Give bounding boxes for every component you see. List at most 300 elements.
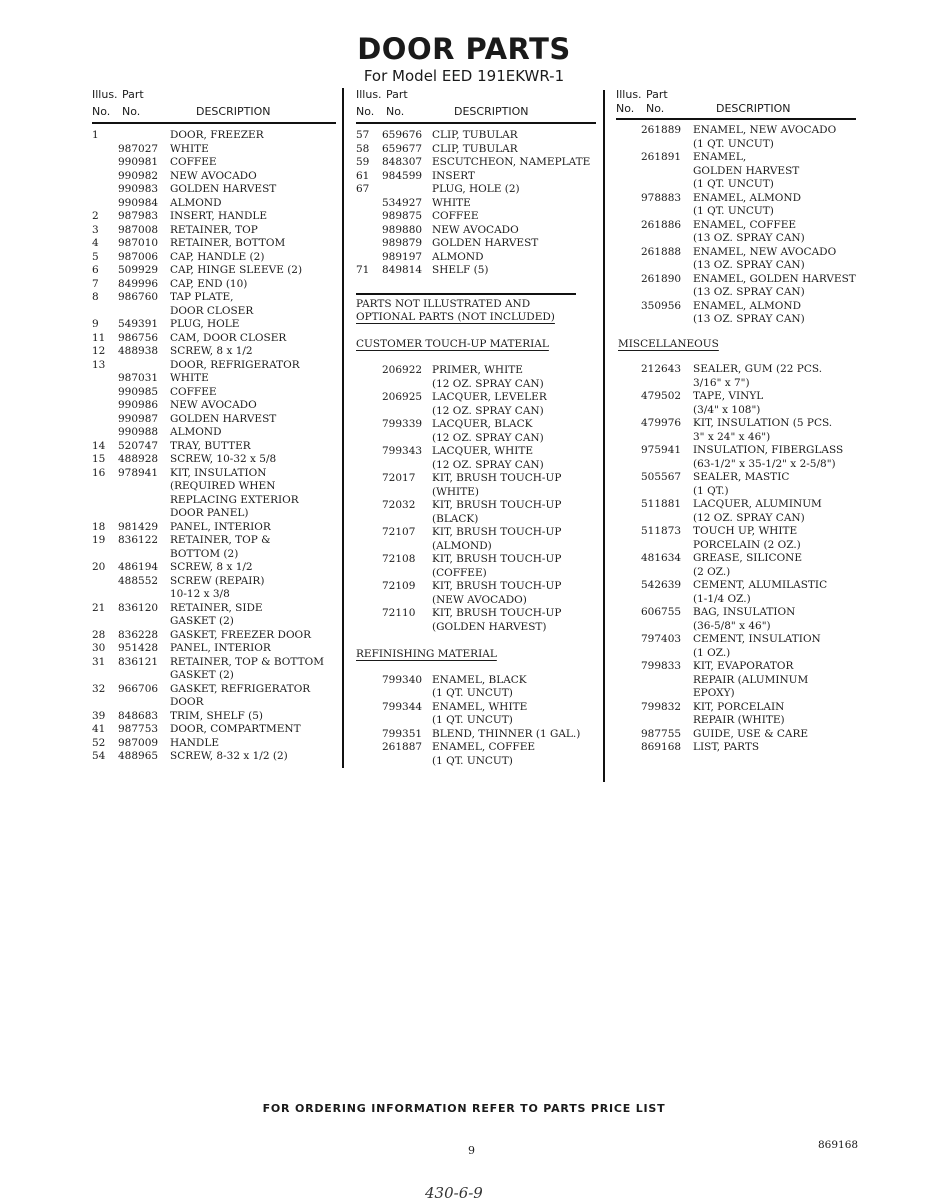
part-description: (13 OZ. SPRAY CAN): [693, 259, 805, 271]
part-description: PANEL, INTERIOR: [170, 642, 271, 654]
illus-number: 39: [92, 709, 106, 722]
illus-number: 30: [92, 642, 106, 654]
part-number: 836120: [118, 601, 159, 614]
part-description: CAP, HANDLE (2): [170, 250, 265, 263]
part-description: (13 OZ. SPRAY CAN): [693, 313, 805, 325]
part-number: 989880: [382, 223, 423, 236]
illus-number: 5: [92, 250, 99, 263]
part-description: (12 OZ. SPRAY CAN): [432, 404, 544, 417]
part-row: [616, 444, 856, 458]
part-number: 990987: [118, 412, 159, 425]
part-number: 799339: [382, 418, 423, 430]
part-description: (12 OZ. SPRAY CAN): [432, 431, 544, 444]
header-part-no: No.: [386, 105, 405, 118]
part-row: [92, 750, 336, 764]
part-row: [92, 359, 336, 373]
part-number: 542639: [641, 579, 682, 591]
part-row: [92, 629, 336, 643]
part-description: 10-12 x 3/8: [170, 588, 230, 600]
part-description: (12 OZ. SPRAY CAN): [432, 458, 544, 471]
part-description: (1 QT. UNCUT): [432, 714, 513, 726]
part-row: [356, 728, 596, 742]
part-row: [356, 391, 596, 405]
part-row: [92, 156, 336, 170]
part-row: [92, 170, 336, 184]
part-description: ENAMEL, WHITE: [432, 700, 528, 713]
part-description: GUIDE, USE & CARE: [693, 727, 809, 740]
part-row: [356, 251, 596, 265]
part-number: 72109: [382, 580, 416, 592]
part-number: 848307: [382, 156, 423, 168]
part-row: [92, 413, 336, 427]
part-description: DOOR: [170, 696, 204, 708]
part-row-continued: [356, 594, 596, 608]
part-number: 990983: [118, 183, 159, 195]
header-description: DESCRIPTION: [454, 105, 529, 118]
part-row-continued: [616, 593, 856, 607]
part-row-continued: [92, 480, 336, 494]
part-row: [356, 580, 596, 594]
part-description: KIT, BRUSH TOUCH-UP: [432, 526, 562, 538]
part-row: [92, 372, 336, 386]
part-description: DOOR, FREEZER: [170, 129, 264, 141]
part-row-continued: [356, 714, 596, 728]
part-row: [356, 237, 596, 251]
part-row-continued: [356, 621, 596, 635]
part-description: DOOR, COMPARTMENT: [170, 723, 301, 735]
part-row-continued: [616, 539, 856, 553]
column-divider: [342, 88, 344, 768]
illus-number: 13: [92, 358, 106, 371]
illus-number: 71: [356, 264, 370, 276]
part-row-continued: [92, 696, 336, 710]
part-number: 989879: [382, 237, 423, 249]
part-description: (1 QT. UNCUT): [432, 687, 513, 699]
part-description: CAP, END (10): [170, 277, 248, 290]
part-row-continued: [356, 513, 596, 527]
part-row: [356, 210, 596, 224]
part-description: PLUG, HOLE (2): [432, 183, 520, 195]
part-description: SCREW, 8-32 x 1/2 (2): [170, 750, 288, 762]
part-row: [92, 440, 336, 454]
part-description: ENAMEL, COFFEE: [432, 741, 536, 753]
part-description: GREASE, SILICONE: [693, 552, 803, 564]
part-row: [92, 710, 336, 724]
part-description: (1 QT.): [693, 484, 729, 497]
part-description: GOLDEN HARVEST: [170, 183, 277, 195]
column-header: [356, 88, 596, 124]
part-number: 799832: [641, 700, 682, 713]
part-description: LACQUER, BLACK: [432, 418, 533, 430]
part-description: SHELF (5): [432, 264, 489, 276]
part-number: 990985: [118, 385, 159, 398]
refinishing-heading: REFINISHING MATERIAL: [356, 648, 497, 660]
part-row-continued: [616, 138, 856, 152]
part-row: [356, 170, 596, 184]
illus-number: 57: [356, 129, 370, 141]
page-title: DOOR PARTS: [357, 32, 571, 66]
part-row: [616, 192, 856, 206]
part-number: 966706: [118, 682, 159, 695]
part-description: KIT, BRUSH TOUCH-UP: [432, 580, 562, 592]
header-illus: Illus.: [92, 88, 118, 101]
part-row: [356, 418, 596, 432]
part-row-continued: [356, 405, 596, 419]
part-number: 987008: [118, 223, 159, 236]
header-illus: Illus.: [356, 88, 382, 101]
part-description: SCREW, 8 x 1/2: [170, 345, 253, 357]
part-row: [92, 602, 336, 616]
part-row-continued: [92, 507, 336, 521]
part-description: ALMOND: [170, 196, 222, 209]
part-row-continued: [356, 567, 596, 581]
page-number: 9: [468, 1144, 475, 1157]
part-row: [356, 499, 596, 513]
part-number: 72108: [382, 553, 416, 565]
part-number: 987755: [641, 727, 682, 740]
part-number: 486194: [118, 561, 159, 573]
part-row: [92, 197, 336, 211]
part-row: [92, 291, 336, 305]
part-number: 481634: [641, 552, 682, 564]
part-row-continued: [616, 512, 856, 526]
part-row: [92, 210, 336, 224]
part-number: 488938: [118, 345, 159, 357]
misc-heading: MISCELLANEOUS: [618, 337, 719, 350]
part-number: 990986: [118, 399, 159, 411]
part-number: 987010: [118, 237, 159, 249]
part-row: [616, 151, 856, 165]
part-number: 849996: [118, 277, 159, 290]
part-description: (COFFEE): [432, 566, 487, 579]
part-row-continued: [616, 458, 856, 472]
column-header: [616, 88, 856, 120]
part-description: (1 QT. UNCUT): [432, 754, 513, 767]
part-description: CEMENT, INSULATION: [693, 633, 821, 645]
model-subtitle: For Model EED 191EKWR-1: [363, 67, 565, 85]
part-number: 520747: [118, 439, 159, 452]
illus-number: 58: [356, 142, 370, 155]
part-description: COFFEE: [170, 385, 217, 398]
column-header: [92, 88, 336, 124]
part-number: 72107: [382, 526, 416, 538]
part-row-continued: [92, 305, 336, 319]
part-description: SCREW (REPAIR): [170, 574, 265, 587]
part-description: (13 OZ. SPRAY CAN): [693, 232, 805, 244]
part-row-continued: [616, 714, 856, 728]
part-number: 987027: [118, 142, 159, 155]
illus-number: 61: [356, 169, 370, 182]
part-description: PANEL, INTERIOR: [170, 520, 271, 533]
part-number: 989875: [382, 210, 423, 222]
part-description: GOLDEN HARVEST: [432, 237, 539, 249]
part-row: [616, 525, 856, 539]
part-number: 534927: [382, 196, 423, 209]
part-description: PRIMER, WHITE: [432, 364, 523, 376]
part-description: RETAINER, TOP: [170, 223, 258, 236]
part-description: GOLDEN HARVEST: [693, 164, 800, 177]
part-number: 848683: [118, 709, 159, 722]
part-row: [92, 642, 336, 656]
part-row: [92, 318, 336, 332]
part-row: [92, 224, 336, 238]
part-row: [356, 264, 596, 278]
part-number: 511881: [641, 498, 682, 510]
part-description: KIT, BRUSH TOUCH-UP: [432, 472, 562, 484]
header-part-no: No.: [646, 102, 665, 115]
part-number: 606755: [641, 606, 682, 618]
part-number: 479976: [641, 417, 682, 429]
part-description: NEW AVOCADO: [170, 169, 257, 182]
part-row-continued: [92, 548, 336, 562]
part-description: 3" x 24" x 46"): [693, 430, 771, 443]
header-description: DESCRIPTION: [716, 102, 791, 115]
column-divider: [603, 90, 605, 782]
part-row: [356, 224, 596, 238]
part-description: GASKET (2): [170, 669, 234, 681]
heading-line: OPTIONAL PARTS (NOT INCLUDED): [356, 311, 555, 323]
illus-number: 28: [92, 628, 106, 641]
part-row: [616, 701, 856, 715]
part-row: [356, 129, 596, 143]
part-description: ENAMEL, GOLDEN HARVEST: [693, 272, 856, 285]
part-description: KIT, PORCELAIN: [693, 700, 785, 713]
part-number: 978883: [641, 191, 682, 204]
part-row: [616, 471, 856, 485]
illus-number: 4: [92, 237, 99, 249]
part-number: 212643: [641, 363, 682, 375]
part-number: 869168: [641, 741, 682, 753]
part-description: KIT, BRUSH TOUCH-UP: [432, 607, 562, 619]
part-row-continued: [616, 647, 856, 661]
illus-number: 3: [92, 223, 99, 236]
part-row: [356, 156, 596, 170]
header-illus-no: No.: [356, 105, 375, 118]
part-description: INSULATION, FIBERGLASS: [693, 444, 844, 456]
part-number: 987006: [118, 250, 159, 263]
part-description: BOTTOM (2): [170, 547, 239, 560]
part-row: [92, 143, 336, 157]
header-illus: Illus.: [616, 88, 642, 101]
part-row: [616, 741, 856, 755]
part-number: 488965: [118, 750, 159, 762]
illus-number: 7: [92, 277, 99, 290]
illus-number: 6: [92, 264, 99, 276]
illus-number: 32: [92, 682, 106, 695]
part-number: 350956: [641, 299, 682, 312]
part-row-continued: [356, 687, 596, 701]
part-description: DOOR CLOSER: [170, 304, 254, 317]
part-number: 261890: [641, 272, 682, 285]
part-row: [92, 129, 336, 143]
part-number: 951428: [118, 642, 159, 654]
part-description: SCREW, 8 x 1/2: [170, 561, 253, 573]
part-row: [92, 723, 336, 737]
part-description: DOOR PANEL): [170, 507, 249, 519]
part-row-continued: [92, 588, 336, 602]
part-number: 479502: [641, 390, 682, 402]
part-description: KIT, INSULATION (5 PCS.: [693, 417, 833, 429]
part-description: DOOR, REFRIGERATOR: [170, 358, 300, 371]
illus-number: 54: [92, 750, 106, 762]
part-row: [92, 264, 336, 278]
part-description: (63-1/2" x 35-1/2" x 2-5/8"): [693, 457, 836, 470]
part-row-continued: [616, 377, 856, 391]
header-illus-no: No.: [92, 105, 111, 118]
part-row-continued: [356, 755, 596, 769]
part-description: TAPE, VINYL: [693, 390, 764, 402]
parts-column-2: [356, 88, 596, 768]
part-description: (1-1/4 OZ.): [693, 592, 751, 605]
part-description: INSERT: [432, 169, 475, 182]
parts-column-3: [616, 88, 856, 755]
part-number: 549391: [118, 318, 159, 330]
part-description: CLIP, TUBULAR: [432, 129, 518, 141]
part-description: (12 OZ. SPRAY CAN): [432, 377, 544, 390]
part-row: [616, 498, 856, 512]
part-description: PORCELAIN (2 OZ.): [693, 538, 801, 551]
part-row-continued: [616, 674, 856, 688]
part-number: 990982: [118, 169, 159, 182]
illus-number: 52: [92, 736, 106, 749]
part-row: [92, 237, 336, 251]
part-number: 975941: [641, 444, 682, 456]
header-part-no: No.: [122, 105, 141, 118]
part-description: ESCUTCHEON, NAMEPLATE: [432, 156, 591, 168]
part-number: 987031: [118, 372, 159, 384]
part-description: INSERT, HANDLE: [170, 210, 268, 222]
part-description: (3/4" x 108"): [693, 403, 761, 416]
part-description: (1 QT. UNCUT): [693, 137, 774, 150]
part-row-continued: [356, 540, 596, 554]
illus-number: 11: [92, 331, 106, 344]
part-description: TAP PLATE,: [170, 291, 234, 303]
part-row-continued: [616, 232, 856, 246]
part-number: 799344: [382, 700, 423, 713]
part-row: [616, 633, 856, 647]
part-row: [616, 660, 856, 674]
part-row: [356, 701, 596, 715]
part-description: COFFEE: [170, 156, 217, 168]
part-number: 836121: [118, 655, 159, 668]
illus-number: 18: [92, 520, 106, 533]
touchup-heading: CUSTOMER TOUCH-UP MATERIAL: [356, 337, 549, 350]
part-number: 799343: [382, 445, 423, 457]
part-number: 505567: [641, 471, 682, 483]
part-description: (BLACK): [432, 512, 479, 525]
part-description: CEMENT, ALUMILASTIC: [693, 579, 828, 591]
part-row: [616, 219, 856, 233]
part-description: TOUCH UP, WHITE: [693, 525, 798, 537]
part-row: [356, 674, 596, 688]
part-number: 659677: [382, 142, 423, 155]
part-number: 836228: [118, 628, 159, 641]
illus-number: 15: [92, 453, 106, 465]
part-description: GASKET (2): [170, 615, 234, 627]
part-number: 72032: [382, 499, 416, 511]
part-row-continued: [616, 178, 856, 192]
part-row: [92, 183, 336, 197]
part-description: TRAY, BUTTER: [170, 439, 251, 452]
part-description: REPAIR (WHITE): [693, 714, 785, 726]
part-description: CAM, DOOR CLOSER: [170, 331, 287, 344]
part-number: 987753: [118, 723, 159, 735]
not-illustrated-heading: [356, 293, 576, 325]
part-row: [92, 426, 336, 440]
part-description: KIT, BRUSH TOUCH-UP: [432, 553, 562, 565]
part-description: SEALER, GUM (22 PCS.: [693, 363, 823, 375]
part-number: 511873: [641, 525, 682, 537]
illus-number: 8: [92, 291, 99, 303]
part-description: ENAMEL, NEW AVOCADO: [693, 124, 837, 136]
heading-line: PARTS NOT ILLUSTRATED AND: [356, 297, 531, 310]
part-description: REPLACING EXTERIOR: [170, 493, 299, 506]
part-description: (2 OZ.): [693, 565, 731, 578]
part-number: 206922: [382, 364, 423, 376]
part-row: [616, 246, 856, 260]
part-description: (REQUIRED WHEN: [170, 480, 276, 492]
illus-number: 1: [92, 129, 99, 141]
part-description: ENAMEL,: [693, 151, 747, 163]
part-description: CAP, HINGE SLEEVE (2): [170, 264, 303, 276]
illus-number: 41: [92, 723, 106, 735]
part-description: LIST, PARTS: [693, 741, 760, 753]
part-row-continued: [616, 404, 856, 418]
part-row-continued: [616, 687, 856, 701]
part-number: 849814: [382, 264, 423, 276]
part-number: 984599: [382, 169, 423, 182]
part-description: KIT, EVAPORATOR: [693, 660, 794, 672]
part-description: LACQUER, WHITE: [432, 445, 534, 457]
part-row: [92, 332, 336, 346]
part-row: [92, 521, 336, 535]
part-description: (36-5/8" x 46"): [693, 619, 771, 632]
part-row: [616, 390, 856, 404]
part-number: 797403: [641, 633, 682, 645]
part-number: 981429: [118, 520, 159, 533]
part-number: 799351: [382, 727, 423, 740]
part-row: [92, 278, 336, 292]
header-illus-no: No.: [616, 102, 635, 115]
part-number: 659676: [382, 129, 423, 141]
part-row-continued: [616, 431, 856, 445]
part-description: (1 QT. UNCUT): [693, 178, 774, 190]
part-row: [356, 197, 596, 211]
part-description: PLUG, HOLE: [170, 318, 240, 330]
part-row: [616, 579, 856, 593]
part-row: [616, 552, 856, 566]
part-row-continued: [356, 459, 596, 473]
part-row: [92, 534, 336, 548]
part-row: [356, 364, 596, 378]
part-number: 990981: [118, 156, 159, 168]
part-description: KIT, BRUSH TOUCH-UP: [432, 499, 562, 511]
illus-number: 67: [356, 183, 370, 195]
part-row: [92, 656, 336, 670]
header-part: Part: [122, 88, 144, 101]
part-description: (1 QT. UNCUT): [693, 205, 774, 217]
illus-number: 14: [92, 439, 106, 452]
part-row: [356, 183, 596, 197]
part-description: LACQUER, ALUMINUM: [693, 498, 822, 510]
part-row-continued: [616, 485, 856, 499]
part-description: (NEW AVOCADO): [432, 593, 527, 606]
part-description: (ALMOND): [432, 539, 492, 552]
illus-number: 19: [92, 534, 106, 546]
part-number: 799340: [382, 673, 423, 686]
part-number: 799833: [641, 660, 682, 672]
part-description: COFFEE: [432, 210, 479, 222]
